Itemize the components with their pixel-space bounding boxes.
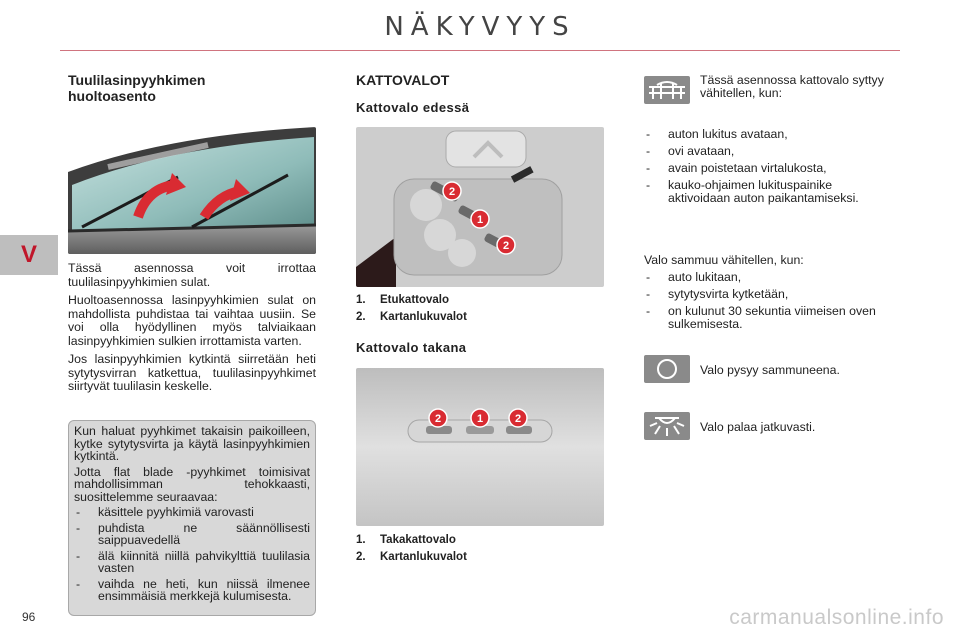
note-para-1: Kun haluat pyyhkimet takaisin paikoilleen, kytke sytytysvirta ja käytä lasinpyyhkimien kytkintä. <box>74 424 310 463</box>
list-item: 1. Etukattovalo <box>356 294 450 306</box>
rear-light-legend <box>356 532 606 566</box>
wiper-para-1: Tässä asennossa voit irrottaa tuulilasinpyyhkimien sulat. <box>68 261 316 289</box>
header-divider <box>60 50 900 51</box>
wiper-para-2: Huoltoasennossa lasinpyyhkimien sulat on mahdollista puhdistaa tai vaihtaa uusiin. Se voi olla hyödyllinen myös talviaikaan lasinpyyhkimien sulkien irrottamista varten. <box>68 293 316 348</box>
courtesy-lights-heading: KATTOVALOT <box>356 72 450 88</box>
door-mode-list <box>644 128 896 205</box>
number-badge <box>471 210 489 228</box>
light-off-conditions <box>644 254 896 335</box>
number-badge <box>509 409 527 427</box>
svg-text:1: 1 <box>476 413 484 425</box>
door-mode-text: Tässä asennossa kattovalo syttyy vähitellen, kun: <box>700 73 884 100</box>
svg-text:2: 2 <box>502 240 510 252</box>
front-light-subheading: Kattovalo edessä <box>356 100 470 115</box>
page-title: NÄKYVYYS <box>384 12 576 42</box>
wiper-text-block <box>68 262 316 399</box>
watermark: carmanualsonline.info <box>729 606 944 629</box>
door-courtesy-light-icon <box>644 76 690 104</box>
list-item: - vaihda ne heti, kun niissä ilmenee ensimmäisiä merkkejä kulumisesta. <box>74 578 310 603</box>
list-item: - puhdista ne säännöllisesti saippuavedellä <box>74 522 310 547</box>
chapter-tab-label: V <box>20 241 37 268</box>
number-badge <box>497 236 515 254</box>
chapter-tab <box>0 235 58 275</box>
wiper-heading: Tuulilasinpyyhkimen huoltoasento <box>68 72 206 104</box>
rear-light-list <box>356 532 606 566</box>
number-badge <box>443 182 461 200</box>
light-on-conditions <box>644 128 896 209</box>
wiper-note-box <box>68 420 316 616</box>
fade-out-text: Valo sammuu vähitellen, kun: <box>644 253 804 267</box>
front-courtesy-light-image <box>356 127 604 287</box>
note-list <box>74 506 310 603</box>
front-light-illustration <box>356 127 604 287</box>
wiper-para-3: Jos lasinpyyhkimien kytkintä siirretään heti sytytysvirran katkettua, tuulilasinpyyhkimet siirtyvät tuulilasin keskelle. <box>68 352 316 393</box>
number-badge <box>429 409 447 427</box>
light-on-text: Valo palaa jatkuvasti. <box>700 420 816 434</box>
list-item: 2. Kartanlukuvalot <box>356 311 467 323</box>
list-item: - ovi avataan, <box>644 145 896 158</box>
svg-text:2: 2 <box>514 413 522 425</box>
list-item: - on kulunut 30 sekuntia viimeisen oven sulkemisesta. <box>644 305 896 331</box>
note-para-2: Jotta flat blade -pyyhkimet toimisivat mahdollisimman tehokkaasti, suosittelemme seuraavaa: <box>74 464 310 504</box>
windscreen-illustration <box>68 127 316 254</box>
list-item: 1. Takakattovalo <box>356 534 456 546</box>
list-item: - auto lukitaan, <box>644 271 896 284</box>
list-item: 2. Kartanlukuvalot <box>356 551 467 563</box>
column-wiper-service <box>68 72 316 104</box>
list-item: - kauko-ohjaimen lukituspainike aktivoidaan auton paikantamiseksi. <box>644 179 896 205</box>
number-badge <box>471 409 489 427</box>
svg-text:2: 2 <box>434 413 442 425</box>
rear-light-illustration <box>356 368 604 526</box>
svg-text:1: 1 <box>476 214 484 226</box>
list-item: - älä kiinnitä niillä pahvikylttiä tuulilasia vasten <box>74 550 310 575</box>
light-off-icon <box>644 355 690 383</box>
column-courtesy-lights <box>356 72 606 115</box>
list-item: - auton lukitus avataan, <box>644 128 896 141</box>
rear-courtesy-light-image <box>356 368 604 526</box>
front-light-list <box>356 292 606 326</box>
light-on-icon <box>644 412 690 440</box>
windscreen-wiper-image <box>68 127 316 254</box>
fade-out-list <box>644 271 896 331</box>
front-light-legend <box>356 292 606 355</box>
list-item: - käsittele pyyhkimiä varovasti <box>74 506 310 519</box>
list-item: - avain poistetaan virtalukosta, <box>644 162 896 175</box>
svg-text:2: 2 <box>448 186 456 198</box>
light-off-text: Valo pysyy sammuneena. <box>700 363 840 377</box>
page-number: 96 <box>22 610 36 624</box>
list-item: - sytytysvirta kytketään, <box>644 288 896 301</box>
rear-light-subheading: Kattovalo takana <box>356 340 467 355</box>
